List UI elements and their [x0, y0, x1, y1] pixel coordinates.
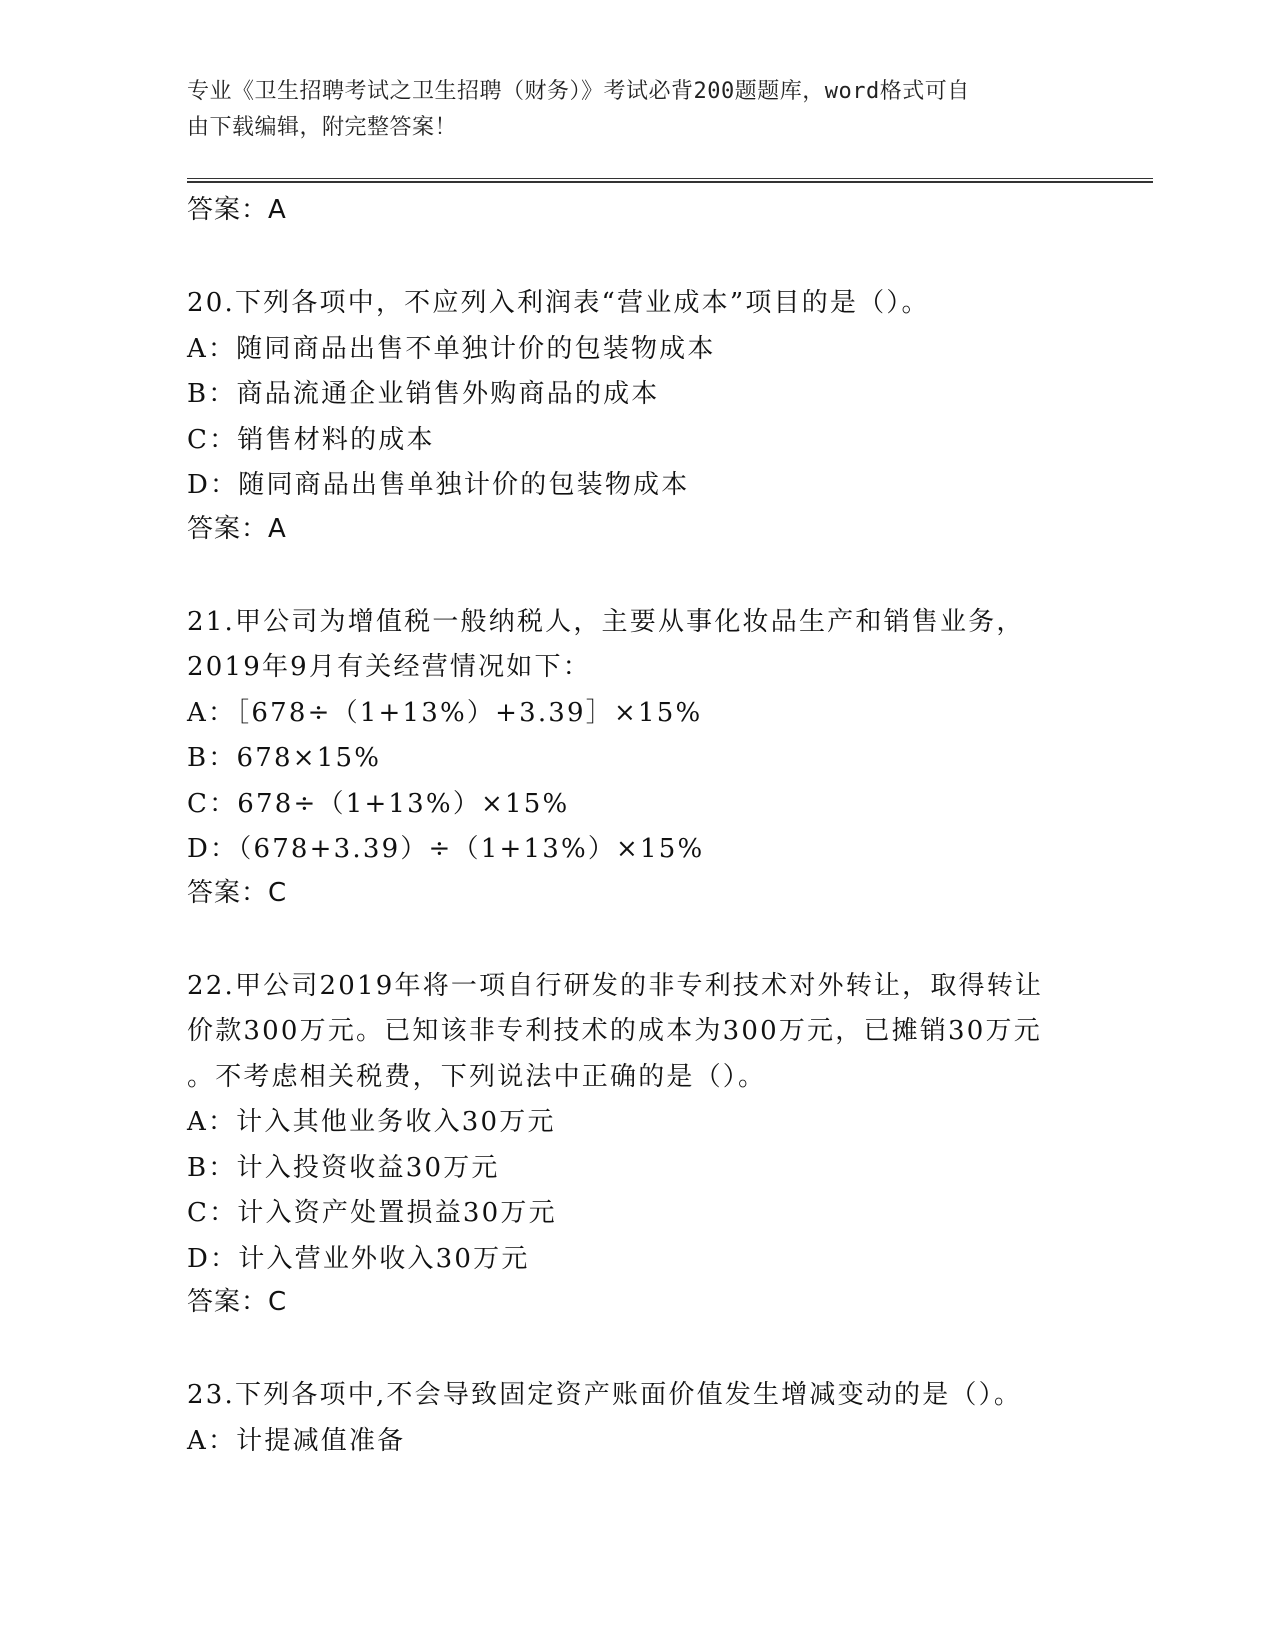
spacer: [187, 234, 1087, 281]
option-a: A：计提减值准备: [187, 1425, 406, 1456]
option-b: B：计入投资收益30万元: [187, 1152, 500, 1183]
answer-line: 答案：C: [187, 877, 288, 908]
option-d: D：随同商品出售单独计价的包装物成本: [187, 470, 690, 500]
question-stem: 22.甲公司2019年将一项自行研发的非专利技术对外转让，取得转让: [187, 970, 1044, 1001]
header-divider: [187, 178, 1153, 183]
option-d: D：计入营业外收入30万元: [187, 1243, 530, 1274]
option-c: C：销售材料的成本: [187, 424, 435, 455]
option-c: C：678÷（1+13%）×15%: [187, 788, 570, 819]
spacer: [187, 553, 1087, 600]
document-body: [187, 190, 1087, 1464]
question-stem: 21.甲公司为增值税一般纳税人，主要从事化妆品生产和销售业务，: [187, 606, 1025, 637]
option-a: A：计入其他业务收入30万元: [187, 1107, 556, 1137]
answer-line: 答案：A: [187, 513, 287, 544]
option-b: B：678×15%: [187, 743, 382, 773]
spacer: [187, 917, 1087, 964]
option-a: A：随同商品出售不单独计价的包装物成本: [187, 333, 716, 364]
question-stem: 20.下列各项中，不应列入利润表“营业成本”项目的是（）。: [187, 288, 930, 318]
question-21: [187, 600, 1087, 917]
question-stem: 23.下列各项中,不会导致固定资产账面价值发生增减变动的是（）。: [187, 1380, 1023, 1410]
question-stem: 。不考虑相关税费，下列说法中正确的是（）。: [187, 1061, 767, 1092]
question-23: [187, 1373, 1087, 1464]
question-20: [187, 281, 1087, 553]
page-header: [187, 74, 1087, 146]
option-b: B：商品流通企业销售外购商品的成本: [187, 379, 660, 409]
header-line-1: 专业《卫生招聘考试之卫生招聘（财务）》考试必背200题题库，word格式可自: [187, 79, 970, 104]
header-line-2: 由下载编辑，附完整答案！: [187, 115, 458, 140]
question-stem: 价款300万元。已知该非专利技术的成本为300万元，已摊销30万元: [187, 1016, 1042, 1046]
question-22: [187, 964, 1087, 1327]
question-stem: 2019年9月有关经营情况如下：: [187, 652, 591, 682]
option-d: D：（678+3.39）÷（1+13%）×15%: [187, 834, 705, 864]
answer-line: 答案：A: [187, 195, 287, 225]
answer-line: 答案：C: [187, 1287, 288, 1317]
option-c: C：计入资产处置损益30万元: [187, 1198, 557, 1228]
spacer: [187, 1326, 1087, 1373]
option-a: A：［678÷（1+13%）+3.39］×15%: [187, 697, 703, 728]
